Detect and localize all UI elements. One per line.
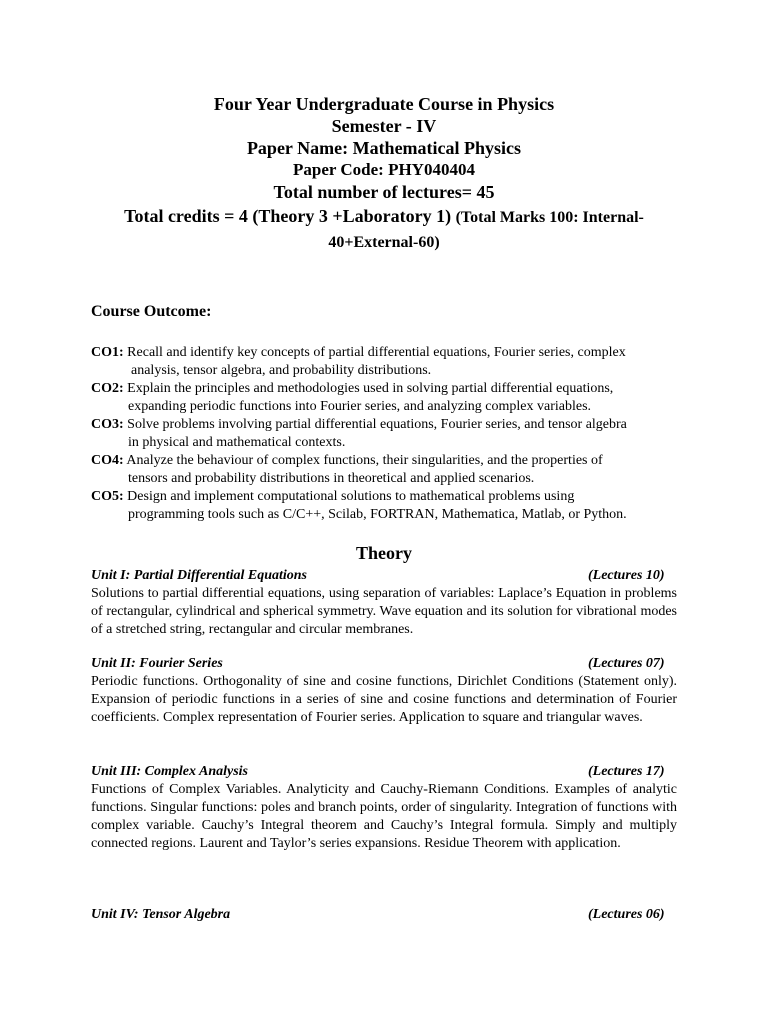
course-title: Four Year Undergraduate Course in Physics bbox=[213, 94, 555, 114]
unit-header bbox=[91, 763, 677, 781]
unit-section bbox=[91, 655, 677, 727]
co-text-continued: in physical and mathematical contexts. bbox=[128, 435, 346, 450]
unit-section bbox=[91, 906, 677, 924]
course-header bbox=[0, 93, 768, 255]
co-text-continued: tensors and probability distributions in theoretical and applied scenarios. bbox=[128, 471, 535, 486]
co-tag: CO1: bbox=[91, 345, 124, 360]
unit-header bbox=[91, 906, 677, 924]
unit-lectures: (Lectures 10) bbox=[588, 568, 665, 583]
co-text: Solve problems involving partial differential equations, Fourier series, and tensor algebra bbox=[127, 417, 627, 432]
course-outcome-heading: Course Outcome: bbox=[91, 303, 212, 320]
credits-line bbox=[0, 203, 768, 231]
unit-body: Solutions to partial differential equations, using separation of variables: Laplace’s Equation in problems of rectangular, cylindrical and spherical symmetry. Wave equation and its solution for vibrational modes of a stretched string, rectangular and circular membranes. bbox=[91, 586, 677, 637]
co-tag: CO4: bbox=[91, 453, 124, 468]
co-text: Design and implement computational solutions to mathematical problems using bbox=[127, 489, 575, 504]
co-text: Explain the principles and methodologies used in solving partial differential equations, bbox=[127, 381, 614, 396]
unit-header bbox=[91, 567, 677, 585]
unit-lectures: (Lectures 17) bbox=[588, 764, 665, 779]
total-lectures: Total number of lectures= 45 bbox=[273, 182, 495, 202]
unit-lectures: (Lectures 06) bbox=[588, 907, 665, 922]
paper-name: Paper Name: Mathematical Physics bbox=[246, 138, 522, 158]
course-outcome-item bbox=[91, 344, 691, 380]
unit-title: Unit I: Partial Differential Equations bbox=[91, 568, 307, 583]
unit-body: Functions of Complex Variables. Analyticity and Cauchy-Riemann Conditions. Examples of analytic functions. Singular functions: poles and branch points, order of singularity. Integration of functions with complex variable. Cauchy’s Integral theorem and Cauchy’s Integral formula. Simply and multiply connected regions. Laurent and Taylor’s series expansions. Residue Theorem with application. bbox=[91, 782, 677, 851]
unit-title: Unit IV: Tensor Algebra bbox=[91, 907, 231, 922]
unit-lectures: (Lectures 07) bbox=[588, 656, 665, 671]
co-tag: CO2: bbox=[91, 381, 124, 396]
co-text-continued: analysis, tensor algebra, and probability distributions. bbox=[131, 363, 432, 378]
theory-heading: Theory bbox=[356, 543, 412, 563]
course-outcome-item bbox=[91, 452, 691, 488]
total-marks-continued: 40+External-60) bbox=[328, 234, 440, 251]
co-text-continued: expanding periodic functions into Fourier series, and analyzing complex variables. bbox=[128, 399, 592, 414]
unit-section bbox=[91, 567, 677, 639]
unit-title: Unit II: Fourier Series bbox=[91, 656, 223, 671]
course-outcome-item bbox=[91, 488, 691, 524]
semester: Semester - IV bbox=[331, 116, 437, 136]
total-marks: (Total Marks 100: Internal- bbox=[455, 209, 644, 226]
co-tag: CO3: bbox=[91, 417, 124, 432]
total-credits: Total credits = 4 (Theory 3 +Laboratory 1) bbox=[124, 206, 452, 226]
co-text: Recall and identify key concepts of partial differential equations, Fourier series, complex bbox=[127, 345, 626, 360]
unit-header bbox=[91, 655, 677, 673]
co-text: Analyze the behaviour of complex functions, their singularities, and the properties of bbox=[126, 453, 603, 468]
unit-section bbox=[91, 763, 677, 853]
co-text-continued: programming tools such as C/C++, Scilab, FORTRAN, Mathematica, Matlab, or Python. bbox=[128, 507, 627, 522]
course-outcome-list bbox=[91, 344, 691, 524]
co-tag: CO5: bbox=[91, 489, 124, 504]
course-outcome-item bbox=[91, 380, 691, 416]
course-outcome-item bbox=[91, 416, 691, 452]
unit-body: Periodic functions. Orthogonality of sine and cosine functions, Dirichlet Conditions (Statement only). Expansion of periodic functions in a series of sine and cosine functions and determination of Fourier coefficients. Complex representation of Fourier series. Application to square and triangular waves. bbox=[91, 674, 677, 725]
paper-code: Paper Code: PHY040404 bbox=[293, 160, 475, 179]
unit-title: Unit III: Complex Analysis bbox=[91, 764, 249, 779]
